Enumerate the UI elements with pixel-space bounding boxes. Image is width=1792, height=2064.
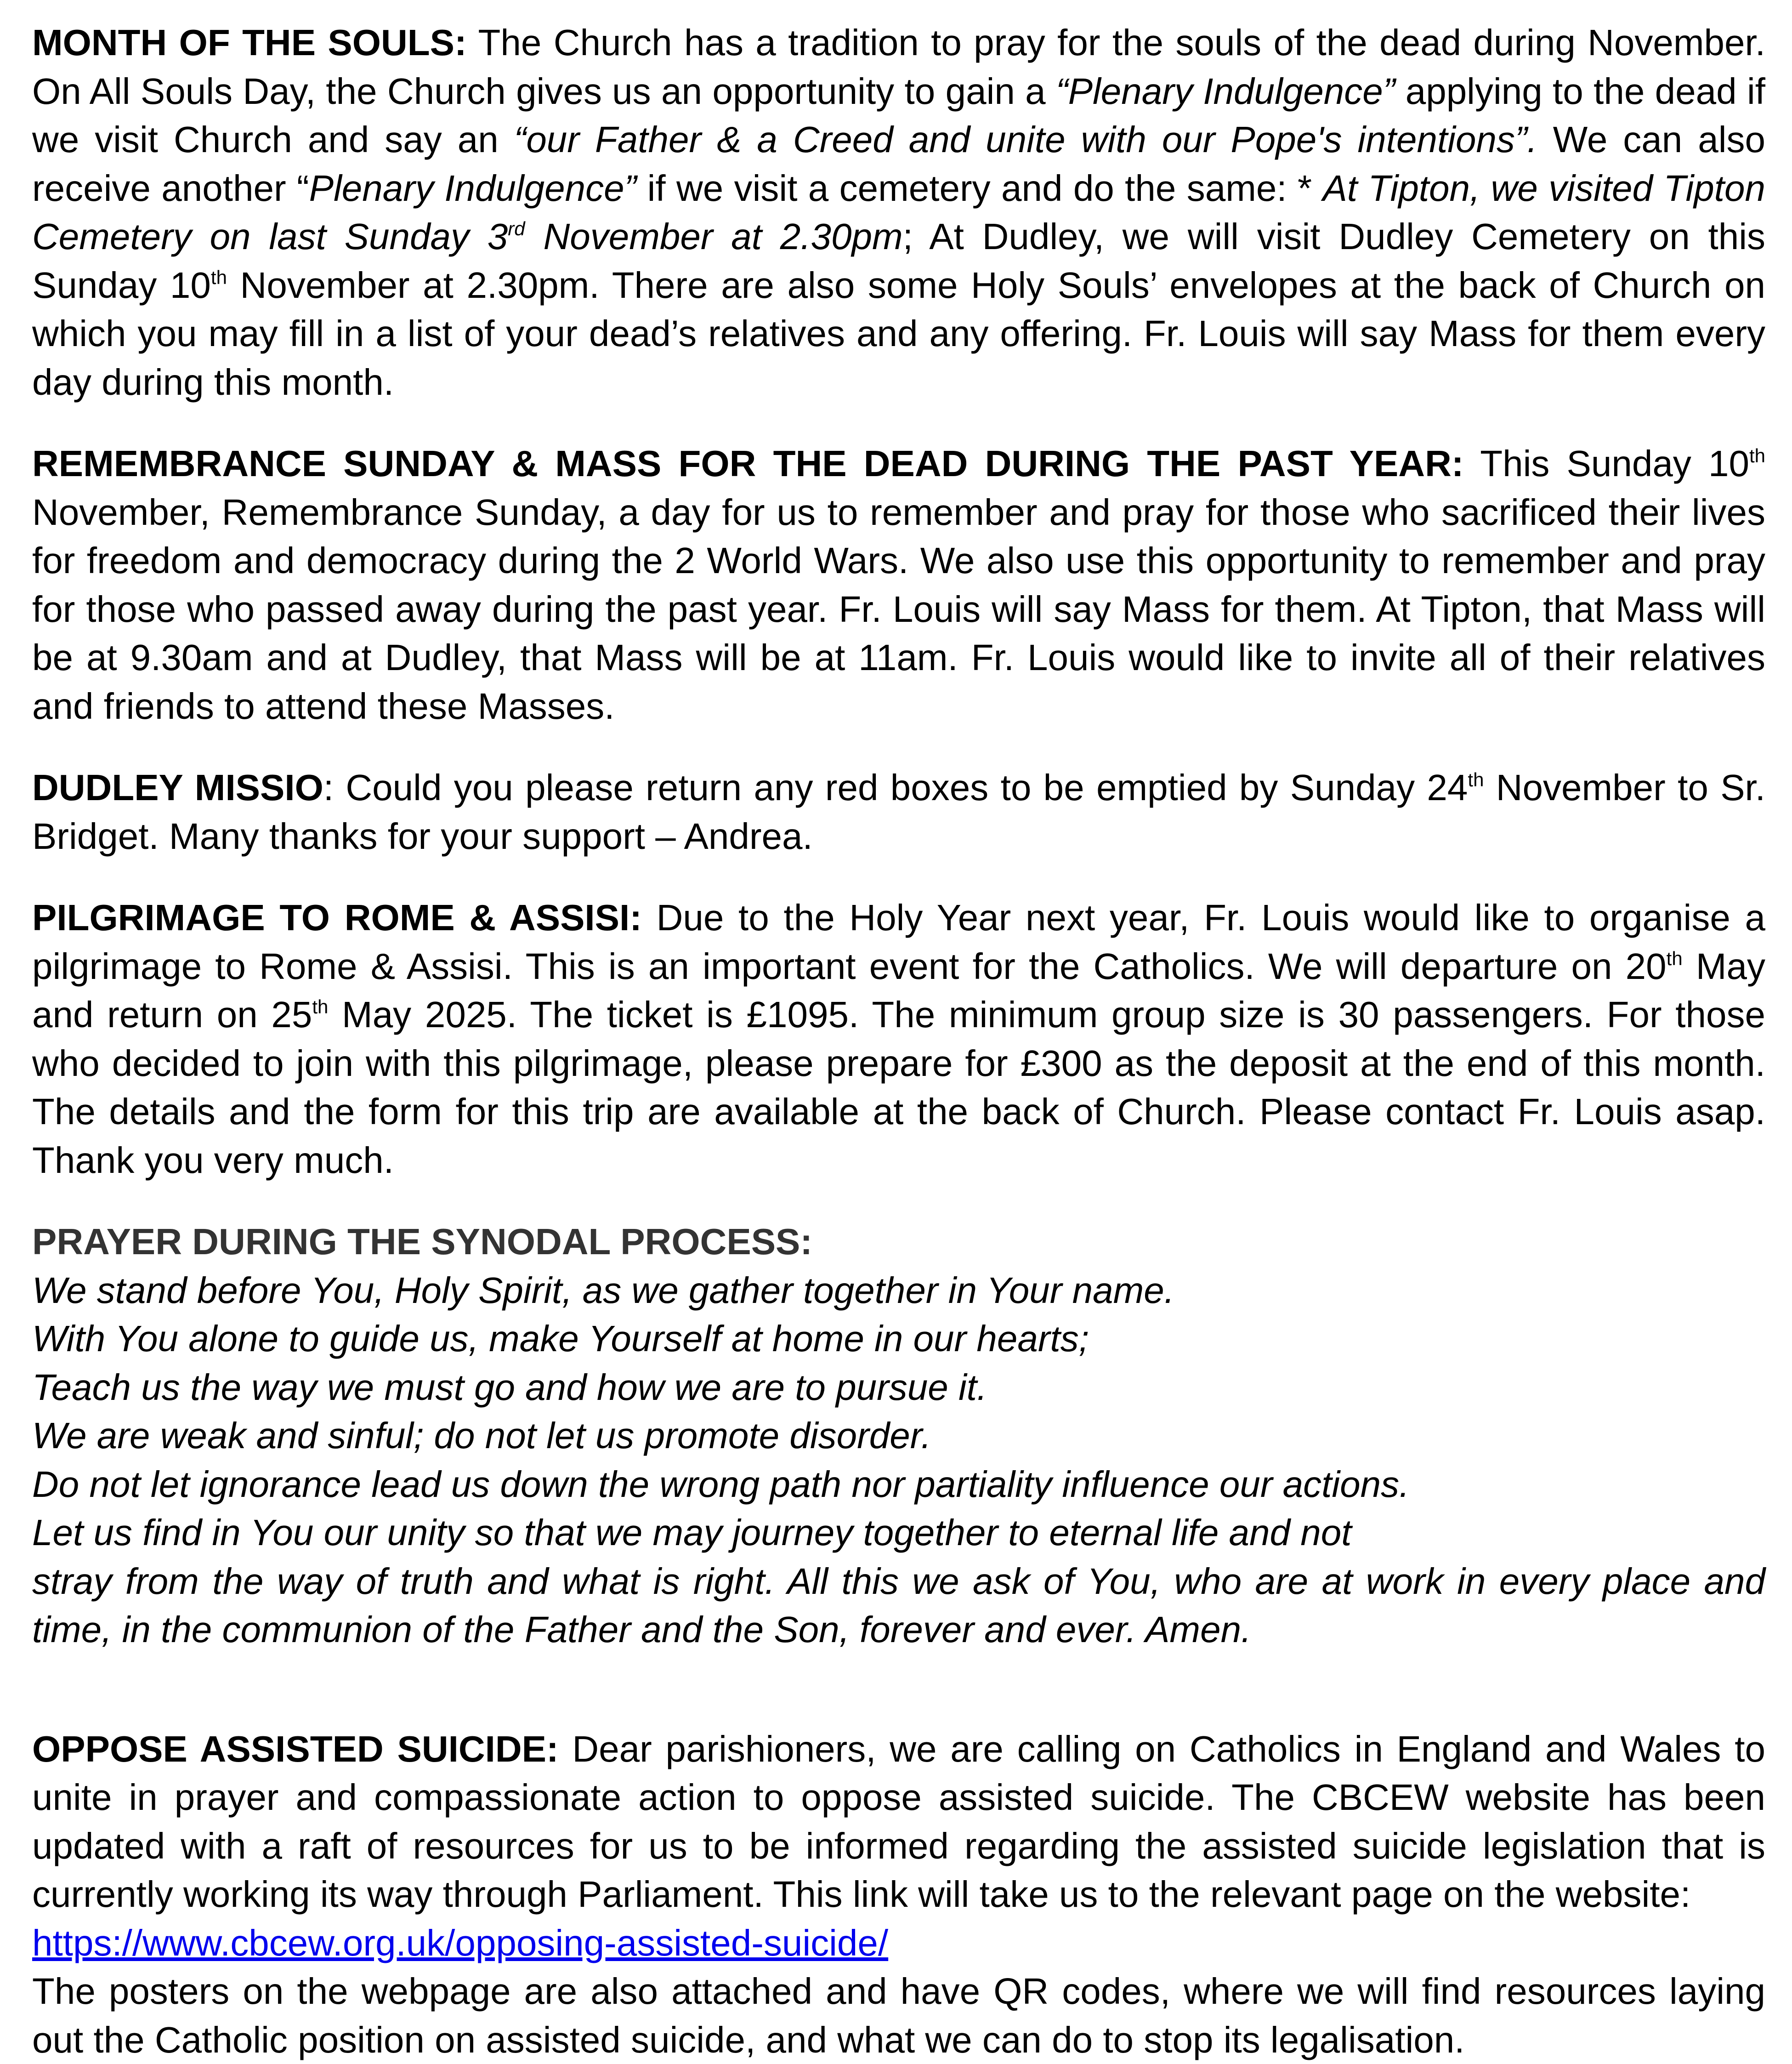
text-run: We can also receive another “ (32, 119, 1765, 209)
missio-paragraph (32, 763, 1765, 860)
month-of-souls-heading: MONTH OF THE SOULS: (32, 22, 467, 63)
text-run: Due to the Holy Year next year, Fr. Louis would like to organise a pilgrimage to Rome & Assisi. This is an important event for the Catholics. We will departure on 20 (32, 897, 1765, 987)
month-of-souls-paragraph (32, 18, 1765, 406)
italic-run: “Plenary Indulgence” (1056, 71, 1395, 112)
prayer-line: Do not let ignorance lead us down the wrong path nor partiality influence our actions. (32, 1460, 1765, 1509)
prayer-line: Let us find in You our unity so that we may journey together to eternal life and not (32, 1508, 1765, 1557)
text-run: Dear parishioners, we are calling on Catholics in England and Wales to unite in prayer and compassionate action to oppose assisted suicide. The CBCEW website has been updated with a raft of resources for us to be informed regarding the assisted suicide legislation that is currently working its way through Parliament. This link will take us to the relevant page on the website: (32, 1729, 1765, 1915)
prayer-line: Teach us the way we must go and how we are to pursue it. (32, 1363, 1765, 1412)
pilgrimage-heading: PILGRIMAGE TO ROME & ASSISI: (32, 897, 642, 938)
italic-run: November at 2.30pm (525, 216, 903, 257)
prayer-line: With You alone to guide us, make Yourself at home in our hearts; (32, 1314, 1765, 1363)
text-run: May 2025. The ticket is £1095. The minimum group size is 30 passengers. For those who decided to join with this pilgrimage, please prepare for £300 as the deposit at the end of this month. The details and the form for this trip are available at the back of Church. Please contact Fr. Louis asap. Thank you very much. (32, 994, 1765, 1181)
italic-run: Plenary Indulgence” (309, 168, 637, 209)
text-run: November to Sr. Bridget. Many thanks for your support – Andrea. (32, 767, 1765, 857)
prayer-heading: PRAYER DURING THE SYNODAL PROCESS: (32, 1217, 1765, 1266)
italic-run: “our Father & a Creed and unite with our Pope's intentions”. (514, 119, 1537, 160)
text-run: applying to the dead if we visit Church and say an (32, 71, 1765, 160)
posters-paragraph: The posters on the webpage are also attached and have QR codes, where we will find resources laying out the Catholic position on assisted suicide, and what we can do to stop its legalisation. (32, 1967, 1765, 2064)
text-run: November, Remembrance Sunday, a day for us to remember and pray for those who sacrificed their lives for freedom and democracy during the 2 World Wars. We also use this opportunity to remember and pray for those who passed away during the past year. Fr. Louis will say Mass for them. At Tipton, that Mass will be at 9.30am and at Dudley, that Mass will be at 11am. Fr. Louis would like to invite all of their relatives and friends to attend these Masses. (32, 492, 1765, 727)
superscript: rd (508, 218, 525, 239)
italic-run: At Tipton, we visited Tipton Cemetery on last Sunday 3 (32, 168, 1765, 257)
remembrance-paragraph (32, 439, 1765, 730)
text-run: May and return on 25 (32, 946, 1765, 1035)
text-run: ; At Dudley, we will visit Dudley Cemetery on this Sunday 10 (32, 216, 1765, 306)
text-run: The Church has a tradition to pray for the souls of the dead during November. On All Souls Day, the Church gives us an opportunity to gain a (32, 22, 1765, 112)
prayer-section (32, 1217, 1765, 1654)
missio-heading: DUDLEY MISSIO (32, 767, 323, 808)
text-run: if we visit a cemetery and do the same: * (636, 168, 1322, 209)
assisted-suicide-heading: OPPOSE ASSISTED SUICIDE: (32, 1729, 559, 1769)
superscript: th (312, 996, 328, 1018)
assisted-suicide-paragraph (32, 1725, 1765, 1919)
prayer-closing: stray from the way of truth and what is right. All this we ask of You, who are at work in every place and time, in the communion of the Father and the Son, forever and ever. Amen. (32, 1557, 1765, 1654)
superscript: th (1468, 769, 1484, 790)
pilgrimage-paragraph (32, 893, 1765, 1184)
cbcew-link-line (32, 1919, 1765, 1967)
remembrance-heading: REMEMBRANCE SUNDAY & MASS FOR THE DEAD DURING THE PAST YEAR: (32, 443, 1464, 484)
text-run: This Sunday 10 (1464, 443, 1749, 484)
prayer-line: We are weak and sinful; do not let us promote disorder. (32, 1411, 1765, 1460)
superscript: th (1667, 948, 1683, 969)
text-run: November at 2.30pm. There are also some Holy Souls’ envelopes at the back of Church on which you may fill in a list of your dead’s relatives and any offering. Fr. Louis will say Mass for them every day during this month. (32, 265, 1765, 403)
assisted-suicide-section (32, 1725, 1765, 2064)
superscript: th (211, 267, 227, 288)
prayer-line: We stand before You, Holy Spirit, as we gather together in Your name. (32, 1266, 1765, 1315)
cbcew-link[interactable]: https://www.cbcew.org.uk/opposing-assisted-suicide/ (32, 1922, 888, 1963)
superscript: th (1749, 445, 1765, 466)
text-run: : Could you please return any red boxes to be emptied by Sunday 24 (323, 767, 1468, 808)
